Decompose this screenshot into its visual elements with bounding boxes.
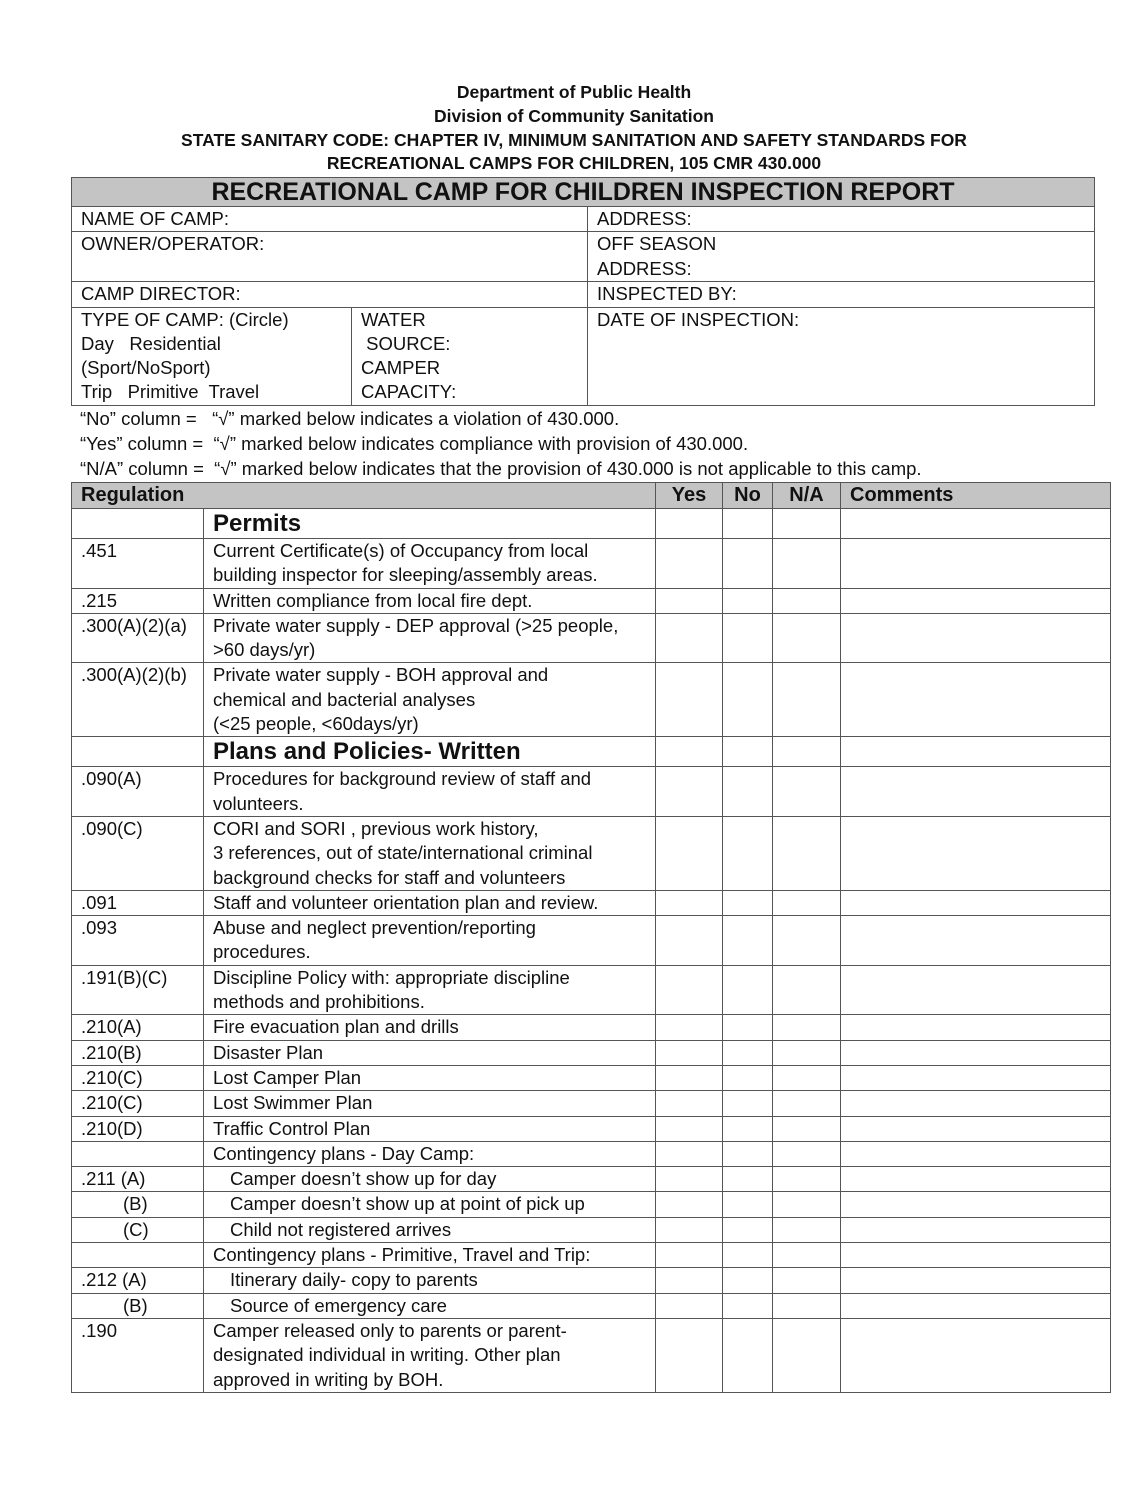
na-cell[interactable] [773,1141,841,1166]
regulation-description: Discipline Policy with: appropriate discipline methods and prohibitions. [204,965,656,1015]
regulation-description: Contingency plans - Primitive, Travel and Trip: [204,1243,656,1268]
na-cell[interactable] [773,890,841,915]
note-yes-column: “Yes” column = “√” marked below indicates compliance with provision of 430.000. [80,433,749,454]
regulation-code: .451 [72,539,204,589]
no-cell[interactable] [723,1116,773,1141]
na-cell[interactable] [773,1091,841,1116]
no-cell[interactable] [723,916,773,966]
table-row [72,1040,1111,1065]
na-cell[interactable] [773,1217,841,1242]
yes-cell[interactable] [656,1318,723,1392]
regulation-code: .210(C) [72,1091,204,1116]
comments-cell[interactable] [841,588,1111,613]
yes-cell[interactable] [656,1192,723,1217]
off-season-address-field[interactable]: OFF SEASON ADDRESS: [588,232,1095,282]
regulation-description: Abuse and neglect prevention/reporting procedures. [204,916,656,966]
regulation-description: Disaster Plan [204,1040,656,1065]
regulation-description: Permits [204,509,656,539]
table-row [72,816,1111,890]
comments-cell[interactable] [841,1318,1111,1392]
no-cell[interactable] [723,1040,773,1065]
no-cell[interactable] [723,767,773,817]
yes-cell[interactable] [656,509,723,539]
regulation-code [72,509,204,539]
yes-cell[interactable] [656,965,723,1015]
regulation-code: .212 (A) [72,1268,204,1293]
yes-cell[interactable] [656,1167,723,1192]
yes-cell[interactable] [656,1293,723,1318]
regulation-code: .191(B)(C) [72,965,204,1015]
na-cell[interactable] [773,767,841,817]
date-of-inspection-field[interactable]: DATE OF INSPECTION: [588,307,1095,405]
na-cell[interactable] [773,737,841,767]
comments-cell[interactable] [841,1091,1111,1116]
code-heading: STATE SANITARY CODE: CHAPTER IV, MINIMUM SANITATION AND SAFETY STANDARDS FOR [181,130,967,150]
regulation-description: Current Certificate(s) of Occupancy from local building inspector for sleeping/assembly areas. [204,539,656,589]
comments-cell[interactable] [841,1293,1111,1318]
regulation-code: .300(A)(2)(a) [72,613,204,663]
header-regulation: Regulation [72,483,656,509]
comments-cell[interactable] [841,509,1111,539]
division-heading: Division of Community Sanitation [433,106,714,126]
yes-cell[interactable] [656,916,723,966]
regulation-code [72,737,204,767]
comments-cell[interactable] [841,1040,1111,1065]
regulation-code [72,1141,204,1166]
table-row [72,965,1111,1015]
no-cell[interactable] [723,1167,773,1192]
yes-cell[interactable] [656,737,723,767]
yes-cell[interactable] [656,1243,723,1268]
no-cell[interactable] [723,1091,773,1116]
header-yes: Yes [656,483,723,509]
no-cell[interactable] [723,1065,773,1090]
yes-cell[interactable] [656,588,723,613]
table-row [72,1268,1111,1293]
regulation-description: Lost Camper Plan [204,1065,656,1090]
na-cell[interactable] [773,1040,841,1065]
comments-cell[interactable] [841,1268,1111,1293]
comments-cell[interactable] [841,737,1111,767]
name-of-camp-field[interactable]: NAME OF CAMP: [72,207,588,232]
department-heading: Department of Public Health [456,82,692,102]
comments-cell[interactable] [841,1167,1111,1192]
na-cell[interactable] [773,965,841,1015]
comments-cell[interactable] [841,816,1111,890]
yes-cell[interactable] [656,1091,723,1116]
comments-cell[interactable] [841,663,1111,737]
regulation-description: Camper doesn’t show up for day [204,1167,656,1192]
regulation-description: Source of emergency care [204,1293,656,1318]
comments-cell[interactable] [841,1116,1111,1141]
no-cell[interactable] [723,1243,773,1268]
no-cell[interactable] [723,1141,773,1166]
na-cell[interactable] [773,916,841,966]
regulation-code: .093 [72,916,204,966]
comments-cell[interactable] [841,965,1111,1015]
no-cell[interactable] [723,737,773,767]
regulation-code: .215 [72,588,204,613]
regulation-description: Camper doesn’t show up at point of pick up [204,1192,656,1217]
comments-cell[interactable] [841,1015,1111,1040]
note-no-column: “No” column = “√” marked below indicates a violation of 430.000. [80,408,620,429]
yes-cell[interactable] [656,1141,723,1166]
table-row [72,1318,1111,1392]
comments-cell[interactable] [841,539,1111,589]
no-cell[interactable] [723,509,773,539]
regulation-code: (C) [72,1217,204,1242]
na-cell[interactable] [773,1192,841,1217]
no-cell[interactable] [723,539,773,589]
no-cell[interactable] [723,588,773,613]
comments-cell[interactable] [841,1192,1111,1217]
regulation-code [72,1243,204,1268]
na-cell[interactable] [773,1116,841,1141]
regulation-description: Procedures for background review of staff and volunteers. [204,767,656,817]
comments-cell[interactable] [841,613,1111,663]
regulation-description: Written compliance from local fire dept. [204,588,656,613]
no-cell[interactable] [723,965,773,1015]
regulation-description: Camper released only to parents or parent- designated individual in writing. Other plan approved in writing by BOH. [204,1318,656,1392]
regulation-description: Traffic Control Plan [204,1116,656,1141]
comments-cell[interactable] [841,767,1111,817]
report-title: RECREATIONAL CAMP FOR CHILDREN INSPECTION REPORT [72,178,1095,207]
regulation-description: Itinerary daily- copy to parents [204,1268,656,1293]
regulation-code: .090(A) [72,767,204,817]
no-cell[interactable] [723,1192,773,1217]
comments-cell[interactable] [841,1065,1111,1090]
table-row [72,588,1111,613]
no-cell[interactable] [723,890,773,915]
legend-notes [80,406,922,481]
regulation-code: .090(C) [72,816,204,890]
yes-cell[interactable] [656,1268,723,1293]
note-na-column: “N/A” column = “√” marked below indicates that the provision of 430.000 is not applicable to this camp. [80,458,922,479]
header-comments: Comments [841,483,1111,509]
address-field[interactable]: ADDRESS: [588,207,1095,232]
section-row [72,737,1111,767]
yes-cell[interactable] [656,663,723,737]
na-cell[interactable] [773,1243,841,1268]
na-cell[interactable] [773,613,841,663]
regulation-description: Private water supply - BOH approval and chemical and bacterial analyses (<25 people, <60days/yr) [204,663,656,737]
regulation-checklist-table [71,482,1111,1393]
yes-cell[interactable] [656,1040,723,1065]
regulation-code: .210(D) [72,1116,204,1141]
no-cell[interactable] [723,1217,773,1242]
regulation-description: Staff and volunteer orientation plan and review. [204,890,656,915]
na-cell[interactable] [773,1293,841,1318]
regulation-code: .210(B) [72,1040,204,1065]
regulation-description: Fire evacuation plan and drills [204,1015,656,1040]
table-row [72,1015,1111,1040]
section-row [72,509,1111,539]
na-cell[interactable] [773,1015,841,1040]
table-row [72,663,1111,737]
regulation-description: Lost Swimmer Plan [204,1091,656,1116]
comments-cell[interactable] [841,890,1111,915]
yes-cell[interactable] [656,767,723,817]
no-cell[interactable] [723,816,773,890]
regulation-description: Child not registered arrives [204,1217,656,1242]
header-no: No [723,483,773,509]
code-subheading: RECREATIONAL CAMPS FOR CHILDREN, 105 CMR 430.000 [326,153,822,173]
inspected-by-field[interactable]: INSPECTED BY: [588,282,1095,307]
no-cell[interactable] [723,663,773,737]
na-cell[interactable] [773,1167,841,1192]
table-row [72,1167,1111,1192]
no-cell[interactable] [723,1268,773,1293]
table-row [72,890,1111,915]
camp-director-field[interactable]: CAMP DIRECTOR: [72,282,588,307]
yes-cell[interactable] [656,1217,723,1242]
no-cell[interactable] [723,1015,773,1040]
na-cell[interactable] [773,588,841,613]
regulation-description: Contingency plans - Day Camp: [204,1141,656,1166]
regulation-code: .210(C) [72,1065,204,1090]
regulation-code: .211 (A) [72,1167,204,1192]
comments-cell[interactable] [841,916,1111,966]
owner-operator-field[interactable]: OWNER/OPERATOR: [72,232,588,282]
comments-cell[interactable] [841,1217,1111,1242]
yes-cell[interactable] [656,613,723,663]
header-na: N/A [773,483,841,509]
yes-cell[interactable] [656,1065,723,1090]
na-cell[interactable] [773,509,841,539]
na-cell[interactable] [773,539,841,589]
table-row [72,1217,1111,1242]
table-row [72,767,1111,817]
regulation-code: (B) [72,1192,204,1217]
table-row [72,1116,1111,1141]
yes-cell[interactable] [656,816,723,890]
table-row [72,1091,1111,1116]
na-cell[interactable] [773,816,841,890]
na-cell[interactable] [773,1318,841,1392]
yes-cell[interactable] [656,539,723,589]
comments-cell[interactable] [841,1243,1111,1268]
regulation-code: .300(A)(2)(b) [72,663,204,737]
table-row [72,1243,1111,1268]
na-cell[interactable] [773,1065,841,1090]
regulation-description: Private water supply - DEP approval (>25 people, >60 days/yr) [204,613,656,663]
table-row [72,1293,1111,1318]
na-cell[interactable] [773,1268,841,1293]
table-row [72,1141,1111,1166]
regulation-description: CORI and SORI , previous work history, 3 references, out of state/international criminal background checks for staff and volunteers [204,816,656,890]
table-row [72,613,1111,663]
regulation-description: Plans and Policies- Written [204,737,656,767]
regulation-code: .210(A) [72,1015,204,1040]
no-cell[interactable] [723,613,773,663]
table-row [72,1065,1111,1090]
comments-cell[interactable] [841,1141,1111,1166]
regulation-code: .190 [72,1318,204,1392]
table-row [72,539,1111,589]
yes-cell[interactable] [656,890,723,915]
yes-cell[interactable] [656,1015,723,1040]
table-row [72,1192,1111,1217]
table-row [72,916,1111,966]
no-cell[interactable] [723,1318,773,1392]
camp-info-table [71,177,1095,406]
type-of-camp-field[interactable]: TYPE OF CAMP: (Circle) Day Residential (Sport/NoSport) Trip Primitive Travel [72,307,352,405]
water-source-capacity-field[interactable]: WATER SOURCE: CAMPER CAPACITY: [352,307,588,405]
no-cell[interactable] [723,1293,773,1318]
na-cell[interactable] [773,663,841,737]
yes-cell[interactable] [656,1116,723,1141]
regulation-code: .091 [72,890,204,915]
regulation-code: (B) [72,1293,204,1318]
